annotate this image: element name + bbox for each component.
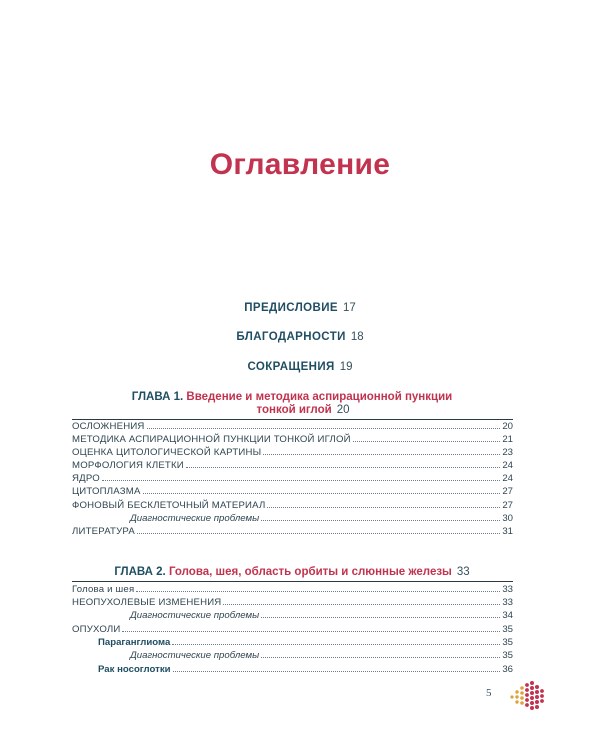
toc-entry-label: БЛАГОДАРНОСТИ <box>236 331 346 343</box>
toc-row-text: НЕОПУХОЛЕВЫЕ ИЗМЕНЕНИЯ <box>72 597 222 609</box>
leader-dots <box>353 433 501 442</box>
toc-row-page: 35 <box>502 624 513 636</box>
leader-dots <box>122 623 500 632</box>
page-title: Оглавление <box>209 148 391 181</box>
toc-row-text: Диагностические проблемы <box>130 512 260 524</box>
toc-row-text: Параганглиома <box>98 637 171 649</box>
toc-row-text: МОРФОЛОГИЯ КЛЕТКИ <box>72 460 184 472</box>
toc-row[interactable] <box>72 525 513 538</box>
toc-entry-page: 18 <box>350 331 364 343</box>
leader-dots <box>136 583 500 592</box>
leader-dots <box>261 512 500 521</box>
toc-row-page: 24 <box>502 473 513 485</box>
decorative-dots-icon <box>508 679 548 715</box>
toc-row[interactable] <box>72 459 513 472</box>
toc-row-text: ФОНОВЫЙ БЕСКЛЕТОЧНЫЙ МАТЕРИАЛ <box>72 499 266 511</box>
leader-dots <box>172 636 500 645</box>
toc-row-bold[interactable] <box>72 663 513 676</box>
chapter-title-cont: тонкой иглой <box>256 404 332 416</box>
leader-dots <box>102 472 500 481</box>
toc-row-page: 27 <box>502 486 513 498</box>
toc-row-page: 33 <box>502 584 513 595</box>
chapter-number: ГЛАВА 1. <box>131 391 184 403</box>
toc-row-page: 36 <box>502 663 513 675</box>
chapter-page: 33 <box>456 566 470 578</box>
toc-entry-preface[interactable] <box>0 302 600 314</box>
toc-row-bold[interactable] <box>72 636 513 649</box>
chapter-page: 20 <box>336 404 350 416</box>
leader-dots <box>143 485 501 494</box>
toc-row-text: Диагностические проблемы <box>130 610 260 622</box>
toc-row-page: 31 <box>502 525 513 537</box>
leader-dots <box>186 459 500 468</box>
toc-row[interactable] <box>72 499 513 512</box>
toc-row-page: 20 <box>502 421 513 432</box>
toc-row-text: ЛИТЕРАТУРА <box>72 525 135 537</box>
toc-entry-label: СОКРАЩЕНИЯ <box>247 361 335 373</box>
toc-row-page: 21 <box>502 434 513 446</box>
toc-row[interactable] <box>72 485 513 498</box>
toc-row-text: ОЦЕНКА ЦИТОЛОГИЧЕСКОЙ КАРТИНЫ <box>72 447 262 459</box>
leader-dots <box>173 663 501 672</box>
toc-row-text: Рак носоглотки <box>98 663 171 675</box>
chapter-1-heading[interactable] <box>70 391 514 417</box>
toc-row-text: ЦИТОПЛАЗМА <box>72 486 141 498</box>
toc-entry-acknowledgements[interactable] <box>0 331 600 343</box>
toc-row[interactable] <box>72 583 513 596</box>
chapter-number: ГЛАВА 2. <box>114 566 166 578</box>
toc-entry-abbreviations[interactable] <box>0 361 600 373</box>
toc-row-text: Диагностические проблемы <box>130 650 260 662</box>
toc-row[interactable] <box>72 623 513 636</box>
leader-dots <box>147 420 501 429</box>
leader-dots <box>261 649 500 658</box>
toc-row-page: 34 <box>502 610 513 622</box>
toc-row[interactable] <box>72 420 513 433</box>
toc-row[interactable] <box>72 446 513 459</box>
toc-row[interactable] <box>72 596 513 609</box>
toc-row-sub[interactable] <box>72 609 513 622</box>
chapter-2-entries <box>72 583 513 676</box>
toc-row-page: 24 <box>502 460 513 472</box>
toc-row-sub[interactable] <box>72 649 513 662</box>
toc-row-text: МЕТОДИКА АСПИРАЦИОННОЙ ПУНКЦИИ ТОНКОЙ ИГЛОЙ <box>72 434 351 446</box>
toc-row-page: 35 <box>502 650 513 662</box>
leader-dots <box>261 609 500 618</box>
toc-row-sub[interactable] <box>72 512 513 525</box>
toc-row[interactable] <box>72 472 513 485</box>
toc-row-page: 33 <box>502 597 513 609</box>
toc-row-text: ОСЛОЖНЕНИЯ <box>72 421 145 432</box>
chapter-2-divider <box>72 581 513 582</box>
toc-row-page: 35 <box>502 637 513 649</box>
toc-entry-page: 17 <box>342 302 356 314</box>
toc-row-text: ОПУХОЛИ <box>72 624 121 636</box>
toc-row-text: ЯДРО <box>72 473 100 485</box>
chapter-title: Введение и методика аспирационной пункции <box>186 391 453 403</box>
page-number: 5 <box>486 687 492 699</box>
toc-row-page: 30 <box>502 512 513 524</box>
toc-entry-label: ПРЕДИСЛОВИЕ <box>244 302 338 314</box>
toc-entry-page: 19 <box>339 361 353 373</box>
toc-row-page: 27 <box>502 499 513 511</box>
toc-row-page: 23 <box>502 447 513 459</box>
leader-dots <box>137 525 500 534</box>
leader-dots <box>267 499 500 508</box>
chapter-title: Голова, шея, область орбиты и слюнные железы <box>168 566 452 578</box>
leader-dots <box>263 446 500 455</box>
chapter-2-heading[interactable] <box>70 566 514 579</box>
chapter-1-entries <box>72 420 513 538</box>
leader-dots <box>223 596 500 605</box>
toc-row-text: Голова и шея <box>72 584 135 595</box>
toc-row[interactable] <box>72 433 513 446</box>
